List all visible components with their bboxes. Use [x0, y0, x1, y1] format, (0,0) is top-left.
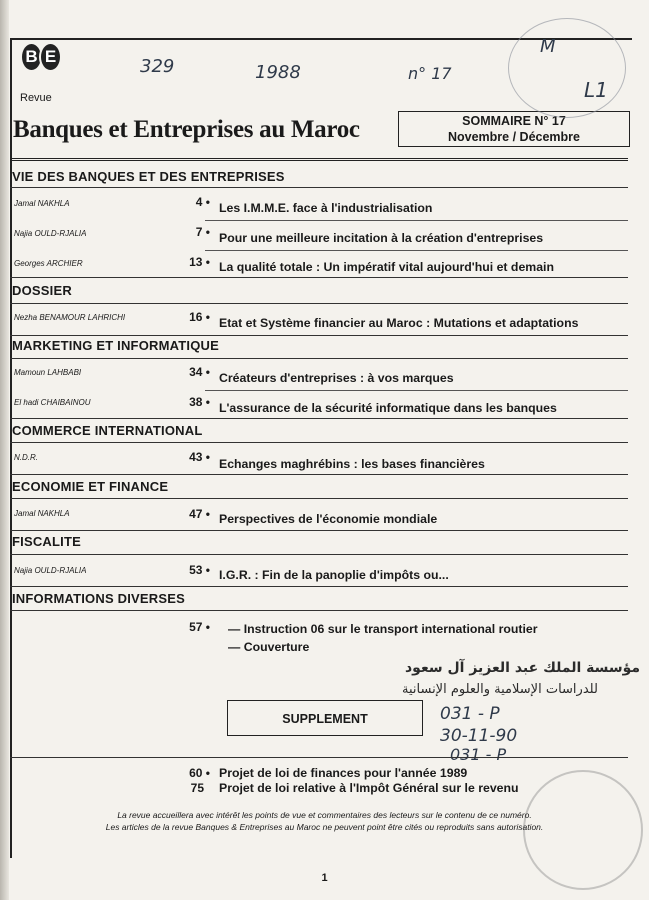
- section-rule: [10, 303, 628, 304]
- sommaire-box: [398, 111, 630, 147]
- section-rule: [10, 358, 628, 359]
- footer-line-2: Les articles de la revue Banques & Entreprises au Maroc ne peuvent point être cités ou reproduits sans autorisation.: [105, 822, 544, 832]
- stamp-code-2: 031 - P: [450, 745, 507, 764]
- section-rule: [10, 610, 628, 611]
- handwritten-number: n° 17: [408, 64, 452, 83]
- item-rule: [205, 250, 628, 251]
- section-rule: [10, 442, 628, 443]
- article-title: Les I.M.M.E. face à l'industrialisation: [219, 201, 433, 215]
- article-title: Pour une meilleure incitation à la création d'entreprises: [219, 231, 544, 245]
- article-title: — Couverture: [228, 640, 310, 654]
- masthead-title: Banques et Entreprises au Maroc: [13, 116, 360, 143]
- article-title: Projet de loi de finances pour l'année 1989: [219, 766, 468, 780]
- page-ref: 34 •: [189, 365, 210, 379]
- be-logo: [20, 42, 58, 72]
- section-title: ECONOMIE ET FINANCE: [12, 479, 169, 494]
- logo-e: E: [39, 42, 62, 72]
- page-ref: 53 •: [189, 563, 210, 577]
- article-title: — Instruction 06 sur le transport international routier: [228, 622, 538, 636]
- section-rule: [10, 187, 628, 188]
- stamp-date: 30-11-90: [440, 726, 518, 746]
- sommaire-date: Novembre / Décembre: [447, 130, 580, 144]
- page-ref: 57 •: [189, 620, 210, 634]
- article-title: Créateurs d'entreprises : à vos marques: [219, 371, 454, 385]
- section-title: FISCALITE: [12, 534, 81, 549]
- page-ref: 16 •: [189, 310, 210, 324]
- revue-label: Revue: [20, 92, 52, 104]
- author: Najia OULD-RJALIA: [14, 566, 87, 575]
- author: Jamal NAKHLA: [14, 509, 70, 518]
- page-number: 1: [321, 872, 328, 884]
- author: Georges ARCHIER: [14, 259, 83, 268]
- article-title: La qualité totale : Un impératif vital aujourd'hui et demain: [219, 260, 554, 274]
- footer-line-1: La revue accueillera avec intérêt les points de vue et commentaires des lecteurs sur le contenu de ce numéro.: [117, 810, 532, 820]
- article-title: Echanges maghrébins : les bases financières: [219, 457, 485, 471]
- section-rule: [10, 474, 628, 475]
- section-title: COMMERCE INTERNATIONAL: [12, 423, 203, 438]
- handwritten-1988: 1988: [255, 62, 301, 83]
- section-rule: [10, 554, 628, 555]
- section-rule: [10, 335, 628, 336]
- section-title: INFORMATIONS DIVERSES: [12, 591, 185, 606]
- author: El hadi CHAIBAINOU: [14, 398, 91, 407]
- article-title: L'assurance de la sécurité informatique dans les banques: [219, 401, 557, 415]
- stamp-arabic-line1: مؤسسة الملك عبد العزيز آل سعود: [405, 660, 641, 676]
- section-rule: [10, 530, 628, 531]
- section-rule: [10, 757, 628, 758]
- section-rule: [10, 498, 628, 499]
- article-title: Projet de loi relative à l'Impôt Général sur le revenu: [219, 781, 519, 795]
- page-ref: 4 •: [195, 195, 210, 209]
- top-double-rule: [10, 158, 628, 162]
- supplement-box: SUPPLEMENT: [227, 700, 423, 736]
- article-title: I.G.R. : Fin de la panoplie d'impôts ou...: [219, 568, 449, 582]
- handwritten-l1: L1: [584, 78, 608, 102]
- author: N.D.R.: [14, 453, 38, 462]
- article-title: Etat et Système financier au Maroc : Mutations et adaptations: [219, 316, 579, 330]
- sommaire-title: SOMMAIRE N° 17: [462, 114, 566, 128]
- section-rule: [10, 586, 628, 587]
- item-rule: [205, 220, 628, 221]
- page-ref: 43 •: [189, 450, 210, 464]
- page-ref: 47 •: [189, 507, 210, 521]
- page-ref: 7 •: [195, 225, 210, 239]
- handwritten-circle: [508, 18, 626, 118]
- author: Mamoun LAHBABI: [14, 368, 82, 377]
- handwritten-m: M: [540, 36, 556, 57]
- section-rule: [10, 277, 628, 278]
- author: Nezha BENAMOUR LAHRICHI: [14, 313, 126, 322]
- page-ref: 38 •: [189, 395, 210, 409]
- section-title: DOSSIER: [12, 283, 72, 298]
- stamp-code-1: 031 - P: [440, 704, 500, 724]
- section-rule: [10, 418, 628, 419]
- article-title: Perspectives de l'économie mondiale: [219, 512, 438, 526]
- author: Jamal NAKHLA: [14, 199, 70, 208]
- page-ref: 60 •: [189, 766, 210, 780]
- section-title: MARKETING ET INFORMATIQUE: [12, 338, 219, 353]
- item-rule: [205, 390, 628, 391]
- page-ref: 75: [190, 781, 204, 795]
- page-ref: 13 •: [189, 255, 210, 269]
- section-title: VIE DES BANQUES ET DES ENTREPRISES: [12, 169, 285, 184]
- author: Najia OULD-RJALIA: [14, 229, 87, 238]
- handwritten-329: 329: [140, 56, 175, 77]
- stamp-arabic-line2: للدراسات الإسلامية والعلوم الإنسانية: [402, 682, 598, 697]
- logo-b: B: [20, 42, 43, 72]
